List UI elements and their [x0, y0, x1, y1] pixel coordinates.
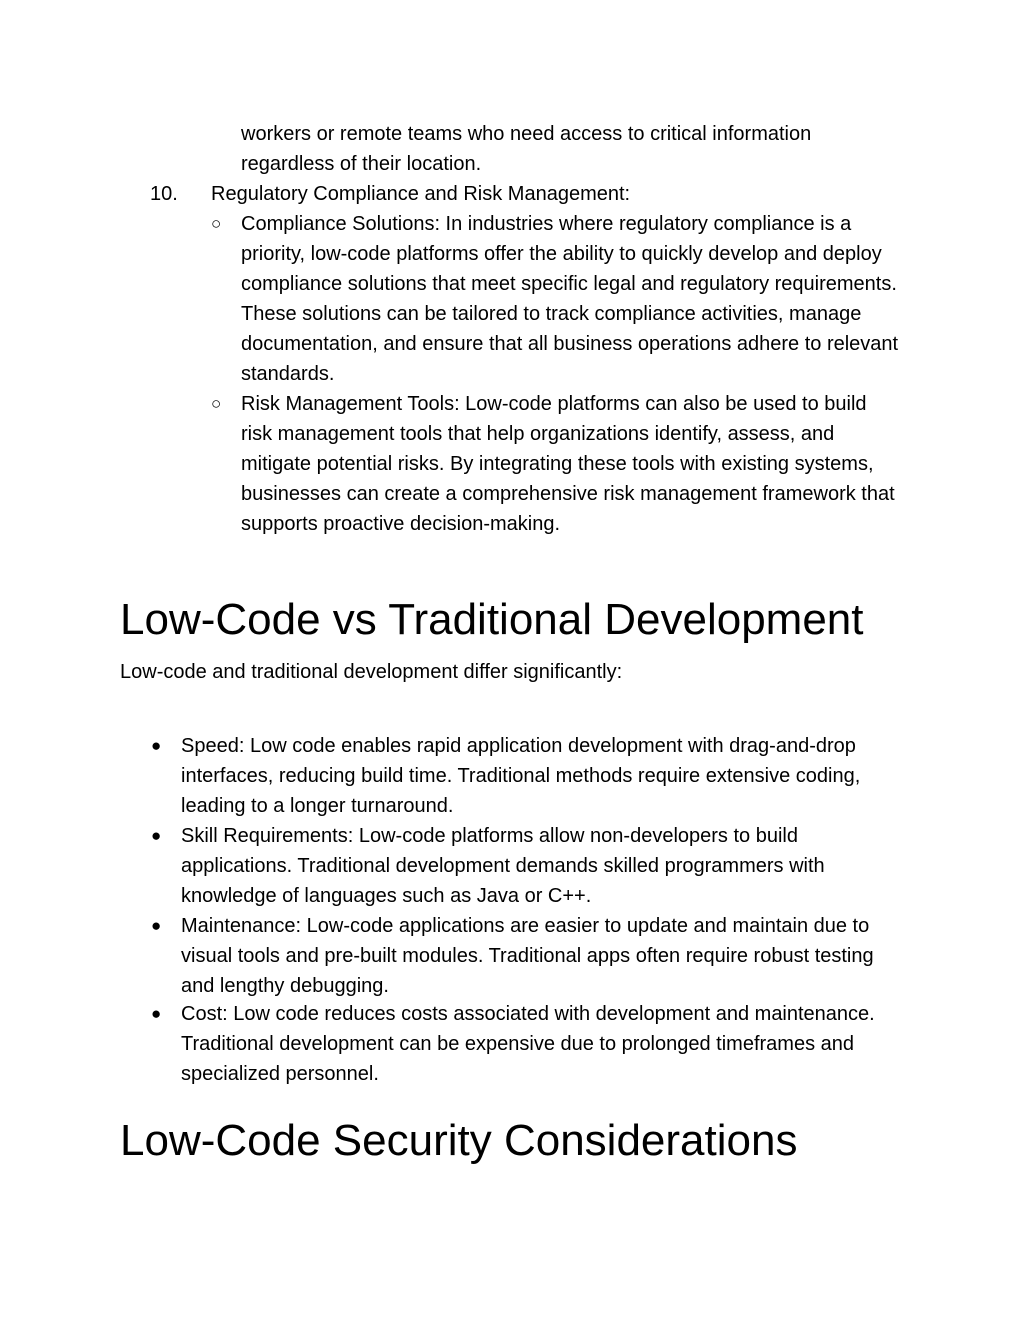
- list-number: 10.: [150, 183, 178, 205]
- circle-bullet-icon: ○: [211, 394, 222, 413]
- bullet-speed: Speed: Low code enables rapid application development with drag-and-drop interfaces, reducing build time. Traditional methods require extensive coding, leading to a longer turnaround.: [181, 735, 861, 817]
- section-intro: Low-code and traditional development differ significantly:: [120, 661, 623, 683]
- bullet-dot-icon: ●: [151, 736, 162, 755]
- list-item-label: Regulatory Compliance and Risk Management:: [211, 183, 631, 205]
- continuation-text: workers or remote teams who need access to critical information regardless of their location.: [241, 123, 812, 175]
- bullet-dot-icon: ●: [151, 916, 162, 935]
- sub-item-risk-management-tools: Risk Management Tools: Low-code platforms can also be used to build risk management tools that help organizations identify, assess, and mitigate potential risks. By integrating these tools with existing systems, businesses can create a comprehensive risk management framework that supports proactive decision-making.: [241, 393, 895, 535]
- section-heading-comparison: Low-Code vs Traditional Development: [120, 595, 864, 644]
- bullet-dot-icon: ●: [151, 1004, 162, 1023]
- bullet-dot-icon: ●: [151, 826, 162, 845]
- bullet-maintenance: Maintenance: Low-code applications are easier to update and maintain due to visual tools and pre-built modules. Traditional apps often require robust testing and lengthy debugging.: [181, 915, 874, 997]
- sub-item-compliance-solutions: Compliance Solutions: In industries where regulatory compliance is a priority, low-code platforms offer the ability to quickly develop and deploy compliance solutions that meet specific legal and regulatory requirements. These solutions can be tailored to track compliance activities, manage documentation, and ensure that all business operations adhere to relevant standards.: [241, 213, 899, 385]
- bullet-skill-requirements: Skill Requirements: Low-code platforms allow non-developers to build applications. Traditional development demands skilled programmers with knowledge of languages such as Java or C++.: [181, 825, 825, 907]
- section-heading-security: Low-Code Security Considerations: [120, 1116, 798, 1165]
- bullet-cost: Cost: Low code reduces costs associated with development and maintenance. Traditional development can be expensive due to prolonged timeframes and specialized personnel.: [181, 1003, 875, 1085]
- circle-bullet-icon: ○: [211, 214, 222, 233]
